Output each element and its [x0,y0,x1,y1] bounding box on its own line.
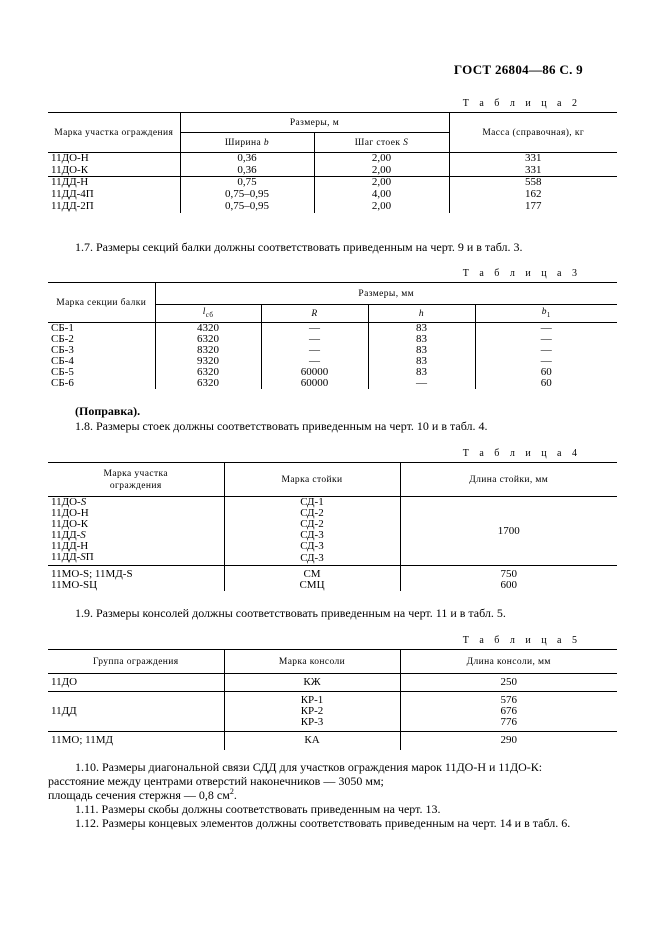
table-row: 11МО; 11МД КА 290 [48,732,617,750]
table-row: 11МО-S; 11МД-S СМ 750 [48,566,617,581]
table-4 [48,462,617,591]
table-row: СБ-6 6320 60000 — 60 [48,378,617,389]
paragraph-1-9: 1.9. Размеры консолей должны соответствовать приведенным на черт. 11 и в табл. 5. [75,606,506,620]
table-row: 11ДД-Н 0,75 2,00 558 [48,177,617,189]
table-row: 11ДД-S СД-3 [48,530,617,541]
table-row: 11ДО КЖ 250 [48,674,617,692]
table-row: 11ДД-4П 0,75–0,95 4,00 162 [48,189,617,201]
table-row: СБ-3 8320 — 83 — [48,345,617,356]
paragraph-1-10-area: площадь сечения стержня — 0,8 $см^2$. [48,787,237,802]
paragraph-1-7: 1.7. Размеры секций балки должны соответствовать приведенным на черт. 9 и в табл. 3. [75,240,523,254]
table-4-header-post: Марка стойки [224,463,400,497]
table-2-header-mark: Марка участка ограждения [48,113,180,153]
table-4-header-mark: Марка участка ограждения [103,468,168,491]
table-5-header-mark: Марка консоли [224,650,400,674]
table-row: 11ДО-Н СД-2 [48,508,617,519]
table-3-header-h: h [368,305,475,323]
table-row: 11ДД-SП СД-3 [48,552,617,566]
paragraph-1-10-distance: расстояние между центрами отверстий наконечников — 3050 мм; [48,774,384,788]
table-4-group1-length: 1700 [400,497,617,566]
table-row: 11МО-SЦ СМЦ 600 [48,580,617,591]
table-row: 11ДО-К 0,36 2,00 331 [48,165,617,177]
paragraph-1-8: 1.8. Размеры стоек должны соответствовать приведенным на черт. 10 и в табл. 4. [75,419,488,433]
table-3-caption: Т а б л и ц а 3 [462,268,581,279]
table-3 [48,282,617,389]
table-row: СБ-5 6320 60000 83 60 [48,367,617,378]
correction-note: (Поправка). [75,404,141,418]
table-3-header-r: R [261,305,368,323]
table-4-caption: Т а б л и ц а 4 [462,448,581,459]
table-row: 11ДО-Н 0,36 2,00 331 [48,153,617,165]
table-5-header-length: Длина консоли, мм [400,650,617,674]
table-2-caption: Т а б л и ц а 2 [462,98,581,109]
page-header: ГОСТ 26804—86 С. 9 [453,62,583,77]
table-row: 11ДД КР-1 КР-2 КР-3 576 676 776 [48,692,617,732]
table-row: 11ДО-S СД-1 1700 [48,497,617,509]
table-4-header-length: Длина стойки, мм [400,463,617,497]
paragraph-1-10: 1.10. Размеры диагональной связи СДД для участков ограждения марок 11ДО-Н и 11ДО-К: [75,760,543,774]
table-3-header-l: $l_{сб}$ [155,305,261,323]
table-2-header-width: Ширина b [180,133,314,153]
table-row: СБ-2 6320 — 83 — [48,334,617,345]
table-row: СБ-4 9320 — 83 — [48,356,617,367]
table-5-header-group: Группа ограждения [92,656,179,667]
table-row: 11ДД-2П 0,75–0,95 2,00 177 [48,201,617,213]
table-row: СБ-1 4320 — 83 — [48,323,617,335]
table-2-header-step: Шаг стоек S [314,133,449,153]
table-2 [48,112,617,213]
table-3-header-b: $b_1$ [475,305,617,323]
paragraph-1-11: 1.11. Размеры скобы должны соответствовать приведенным на черт. 13. [75,802,441,816]
table-row: 11ДД-Н СД-3 [48,541,617,552]
table-3-header-mark: Марка секции балки [48,283,155,323]
paragraph-1-12: 1.12. Размеры концевых элементов должны соответствовать приведенным на черт. 14 и в табл. 6. [75,816,571,830]
table-5-caption: Т а б л и ц а 5 [462,635,581,646]
table-5 [48,649,617,750]
table-row: 11ДО-К СД-2 [48,519,617,530]
table-2-header-dims: Размеры, м [180,113,449,133]
table-2-header-mass: Масса (справочная), кг [449,113,617,153]
table-3-header-dims: Размеры, мм [155,283,617,305]
